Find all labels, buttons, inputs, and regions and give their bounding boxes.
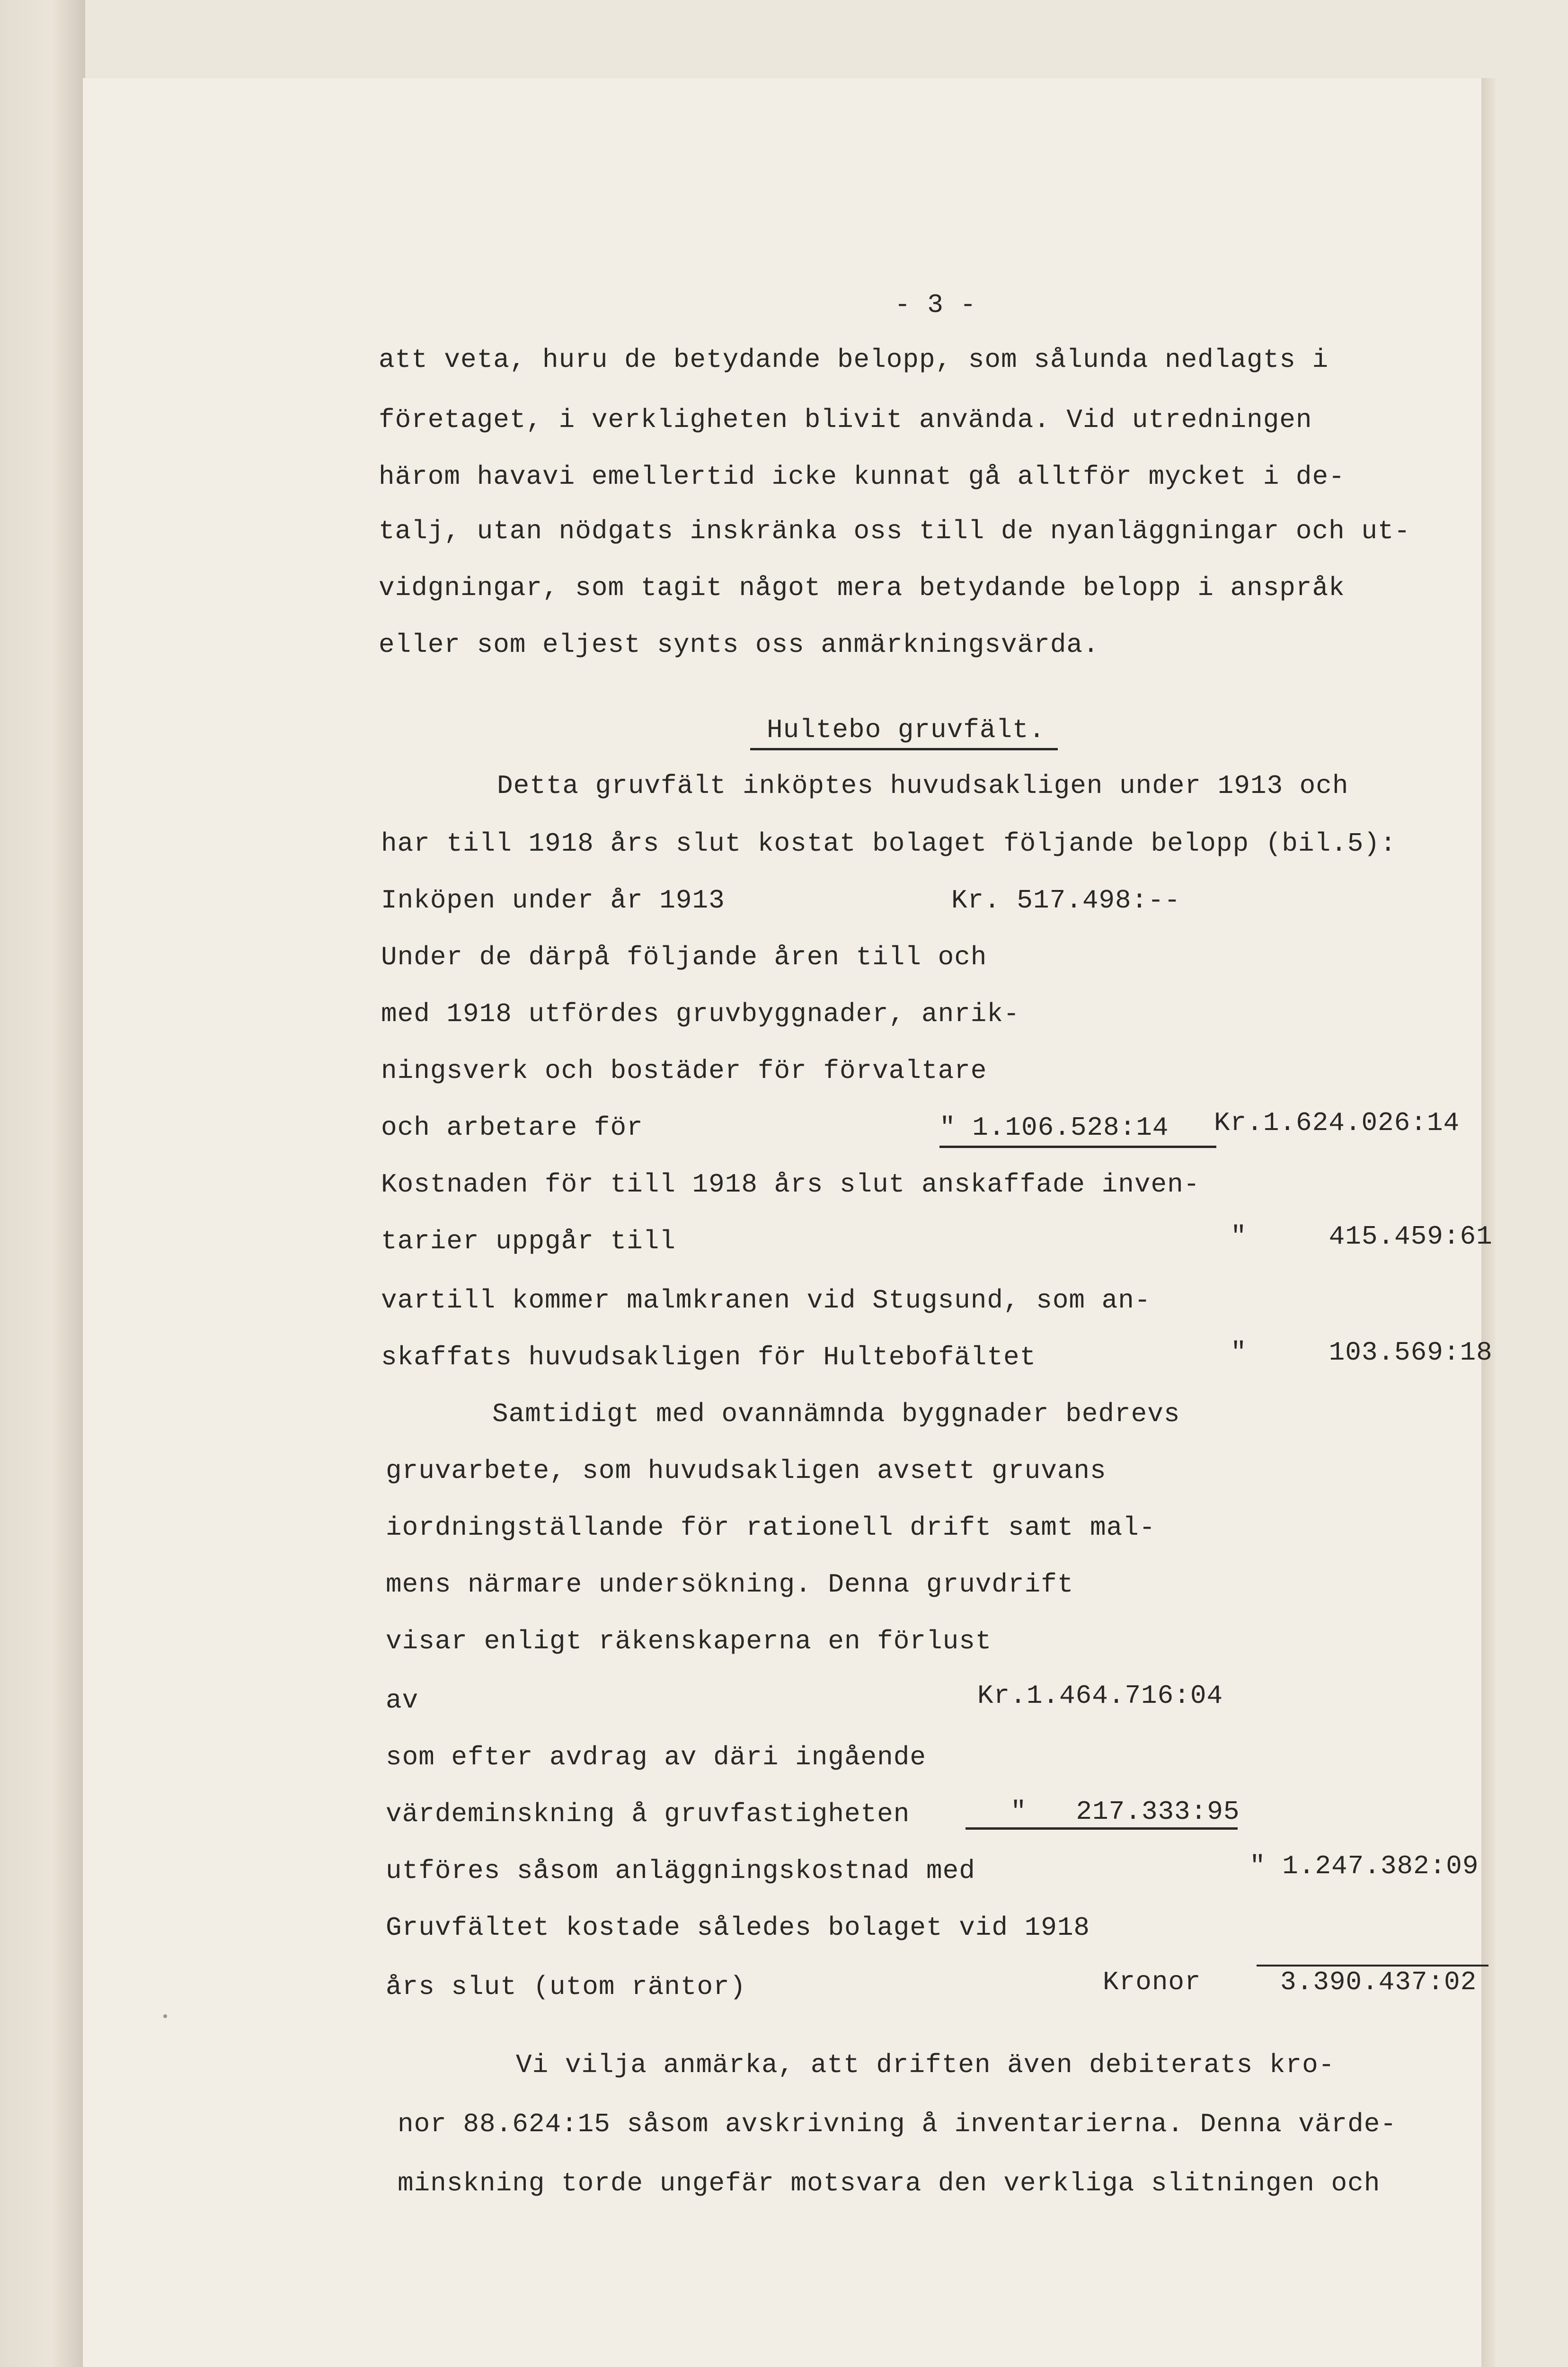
closing-line: Vi vilja anmärka, att driften även debiterats kro-	[516, 2050, 1335, 2080]
intro-line: talj, utan nödgats inskränka oss till de nyanläggningar och ut-	[379, 516, 1411, 546]
deduction-label-line: som efter avdrag av däri ingående	[386, 1742, 926, 1772]
intro-line: vidgningar, som tagit något mera betydande belopp i anspråk	[379, 573, 1345, 603]
closing-line: nor 88.624:15 såsom avskrivning å inventarierna. Denna värde-	[398, 2109, 1397, 2139]
intro-line: härom havavi emellertid icke kunnat gå alltför mycket i de-	[379, 462, 1345, 492]
inventory-amount: " 415.459:61	[1231, 1221, 1493, 1252]
buildings-underline	[939, 1146, 1216, 1148]
page-number: - 3 -	[895, 290, 977, 320]
deduction-amount: " 217.333:95	[1010, 1797, 1240, 1827]
buildings-amount: " 1.106.528:14	[939, 1112, 1169, 1143]
operation-label-line: av	[386, 1685, 419, 1716]
paper-speck	[163, 2014, 167, 2018]
purchase-label: Inköpen under år 1913	[381, 885, 725, 916]
operation-label-line: gruvarbete, som huvudsakligen avsett gruvans	[386, 1456, 1107, 1486]
capitalized-label: utföres såsom anläggningskostnad med	[386, 1856, 975, 1886]
section-intro-line: har till 1918 års slut kostat bolaget följande belopp (bil.5):	[381, 828, 1397, 859]
total-overline	[1257, 1965, 1488, 1967]
inventory-label-line: tarier uppgår till	[381, 1226, 676, 1256]
subtotal-amount: Kr.1.624.026:14	[1214, 1108, 1460, 1138]
buildings-label-line: med 1918 utfördes gruvbyggnader, anrik-	[381, 999, 1020, 1029]
section-intro-line: Detta gruvfält inköptes huvudsakligen under 1913 och	[497, 771, 1349, 801]
total-amount: 3.390.437:02	[1280, 1967, 1477, 1997]
closing-line: minskning torde ungefär motsvara den verkliga slitningen och	[398, 2168, 1381, 2198]
heading-underline	[750, 748, 1058, 750]
operation-label-line: Samtidigt med ovannämnda byggnader bedrevs	[492, 1399, 1180, 1429]
total-label-line: Gruvfältet kostade således bolaget vid 1918	[386, 1913, 1090, 1943]
deduction-label-line: värdeminskning å gruvfastigheten	[386, 1799, 910, 1829]
section-heading: Hultebo gruvfält.	[767, 715, 1045, 745]
total-label-line: års slut (utom räntor)	[386, 1972, 746, 2002]
buildings-label-line: Under de därpå följande åren till och	[381, 942, 987, 972]
intro-line: företaget, i verkligheten blivit använda. Vid utredningen	[379, 405, 1312, 435]
intro-line: eller som eljest synts oss anmärkningsvärda.	[379, 630, 1099, 660]
operation-label-line: visar enligt räkenskaperna en förlust	[386, 1626, 992, 1656]
deduction-underline	[966, 1827, 1238, 1830]
intro-line: att veta, huru de betydande belopp, som sålunda nedlagts i	[379, 345, 1329, 375]
operation-label-line: iordningställande för rationell drift samt mal-	[386, 1513, 1156, 1543]
crane-amount: " 103.569:18	[1231, 1337, 1493, 1368]
crane-label-line: skaffats huvudsakligen för Hultebofältet	[381, 1342, 1036, 1372]
buildings-label-line: ningsverk och bostäder för förvaltare	[381, 1056, 987, 1086]
capitalized-amount: " 1.247.382:09	[1249, 1851, 1479, 1881]
total-currency: Kronor	[1103, 1967, 1201, 1997]
binding-gutter	[0, 0, 85, 2367]
operation-label-line: mens närmare undersökning. Denna gruvdrift	[386, 1569, 1074, 1600]
purchase-amount: Kr. 517.498:--	[951, 885, 1181, 916]
buildings-label-line: och arbetare för	[381, 1112, 643, 1143]
loss-amount: Kr.1.464.716:04	[977, 1681, 1223, 1711]
inventory-label-line: Kostnaden för till 1918 års slut anskaffade inven-	[381, 1169, 1200, 1200]
crane-label-line: vartill kommer malmkranen vid Stugsund, som an-	[381, 1285, 1151, 1316]
